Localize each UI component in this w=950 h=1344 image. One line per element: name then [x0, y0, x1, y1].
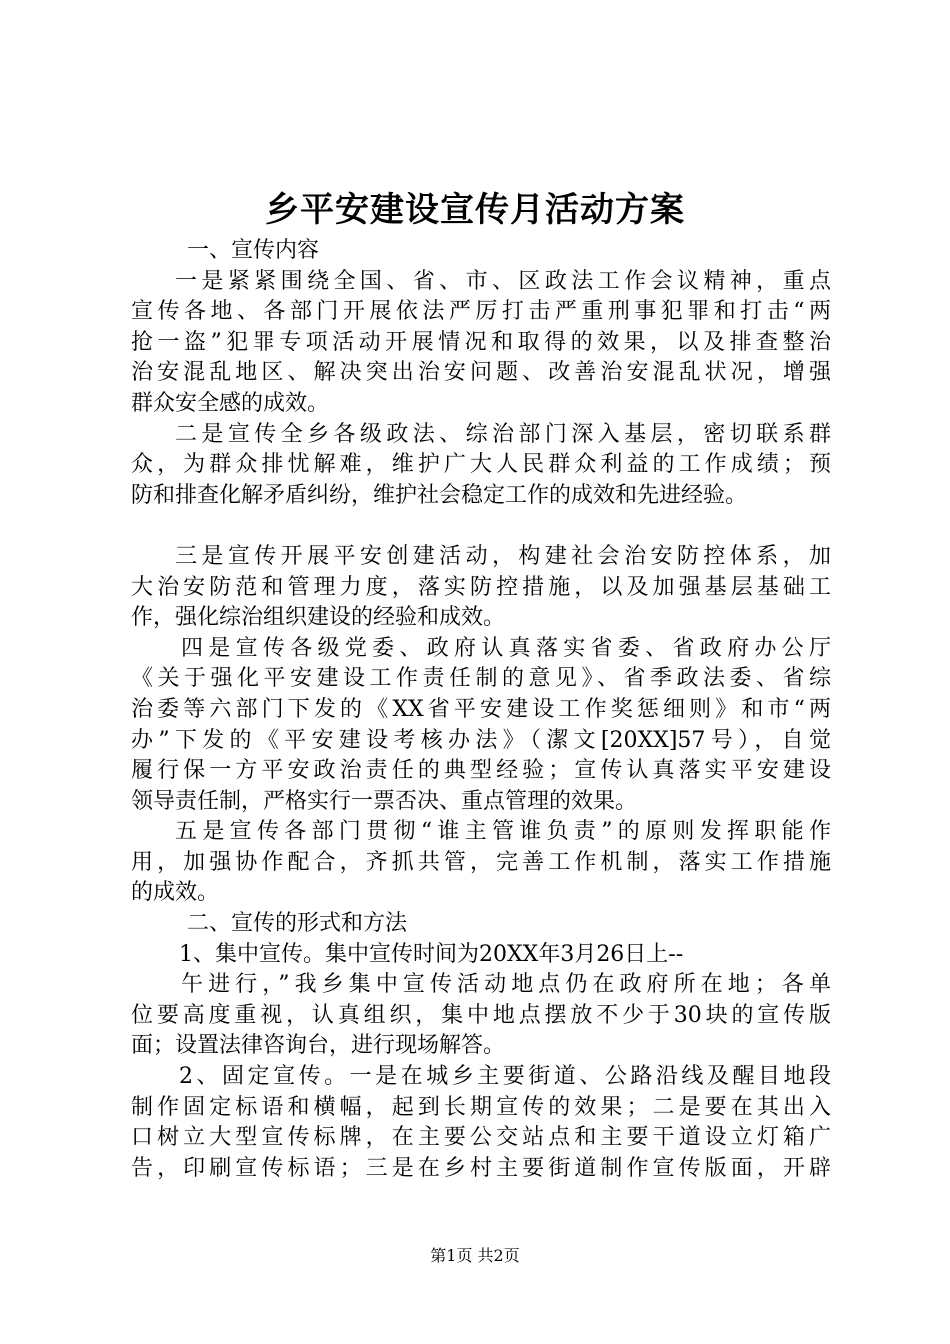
paragraph-line: 四是宣传各级党委、政府认真落实省委、省政府办公厅 [181, 635, 831, 661]
paragraph-line: 治安混乱地区、解决突出治安问题、改善治安混乱状况，增强 [131, 360, 831, 386]
paragraph-line: 三是宣传开展平安创建活动，构建社会治安防控体系，加 [175, 543, 831, 569]
paragraph-line: 抢一盗”犯罪专项活动开展情况和取得的效果，以及排查整治 [131, 329, 831, 355]
paragraph-line: 口树立大型宣传标牌，在主要公交站点和主要干道设立灯箱广 [131, 1125, 831, 1151]
paragraph-line: 五是宣传各部门贯彻“谁主管谁负责”的原则发挥职能作 [175, 819, 831, 845]
paragraph-line: 办”下发的《平安建设考核办法》（潔文[20XX]57号），自觉 [131, 727, 831, 753]
paragraph-line: 大治安防范和管理力度，落实防控措施，以及加强基层基础工 [131, 574, 831, 600]
paragraph-line: 制作固定标语和横幅，起到长期宣传的效果；二是要在其出入 [131, 1094, 831, 1120]
paragraph-line: 面；设置法律咨询台，进行现场解答。 [131, 1033, 506, 1059]
paragraph-line: 告，印刷宣传标语；三是在乡村主要街道制作宣传版面，开辟 [131, 1155, 831, 1181]
paragraph-line: 群众安全感的成效。 [131, 390, 330, 416]
paragraph-line: 午进行，”我乡集中宣传活动地点仍在政府所在地；各单 [181, 972, 831, 998]
paragraph-line: 宣传各地、各部门开展依法严厉打击严重刑事犯罪和打击“两 [131, 299, 831, 325]
paragraph-line: 履行保一方平安政治责任的典型经验；宣传认真落实平安建设 [131, 758, 831, 784]
paragraph-line: 的成效。 [131, 880, 220, 906]
paragraph-line: 一是紧紧围绕全国、省、市、区政法工作会议精神，重点 [175, 268, 831, 294]
document-body [131, 236, 831, 1184]
section-heading: 一、宣传内容 [187, 238, 320, 263]
paragraph-line: 作，强化综治组织建设的经验和成效。 [131, 605, 506, 631]
paragraph-line: 用，加强协作配合，齐抓共管，完善工作机制，落实工作措施 [131, 849, 831, 875]
paragraph-line: 治委等六部门下发的《XX省平安建设工作奖惩细则》和市“两 [131, 696, 831, 722]
paragraph-line: 领导责任制，严格实行一票否决、重点管理的效果。 [131, 788, 638, 814]
section-heading: 二、宣传的形式和方法 [187, 911, 408, 937]
paragraph-line: 二是宣传全乡各级政法、综治部门深入基层，密切联系群 [175, 421, 831, 447]
paragraph-line: 《关于强化平安建设工作责任制的意见》、省季政法委、省综 [131, 666, 831, 692]
paragraph-line: 防和排查化解矛盾纠纷，维护社会稳定工作的成效和先进经验。 [131, 482, 748, 508]
paragraph-line: 众，为群众排忧解难，维护广大人民群众利益的工作成绩；预 [131, 452, 831, 478]
document-title: 乡平安建设宣传月活动方案 [265, 190, 685, 230]
paragraph-line: 1、集中宣传。集中宣传时间为20XX年3月26日上-- [179, 941, 684, 967]
blank-line [131, 511, 831, 542]
paragraph-line: 位要高度重视，认真组织，集中地点摆放不少于30块的宣传版 [131, 1002, 831, 1028]
paragraph-line: 2、固定宣传。一是在城乡主要街道、公路沿线及醒目地段 [179, 1064, 831, 1090]
page-footer: 第1页 共2页 [430, 1246, 520, 1265]
